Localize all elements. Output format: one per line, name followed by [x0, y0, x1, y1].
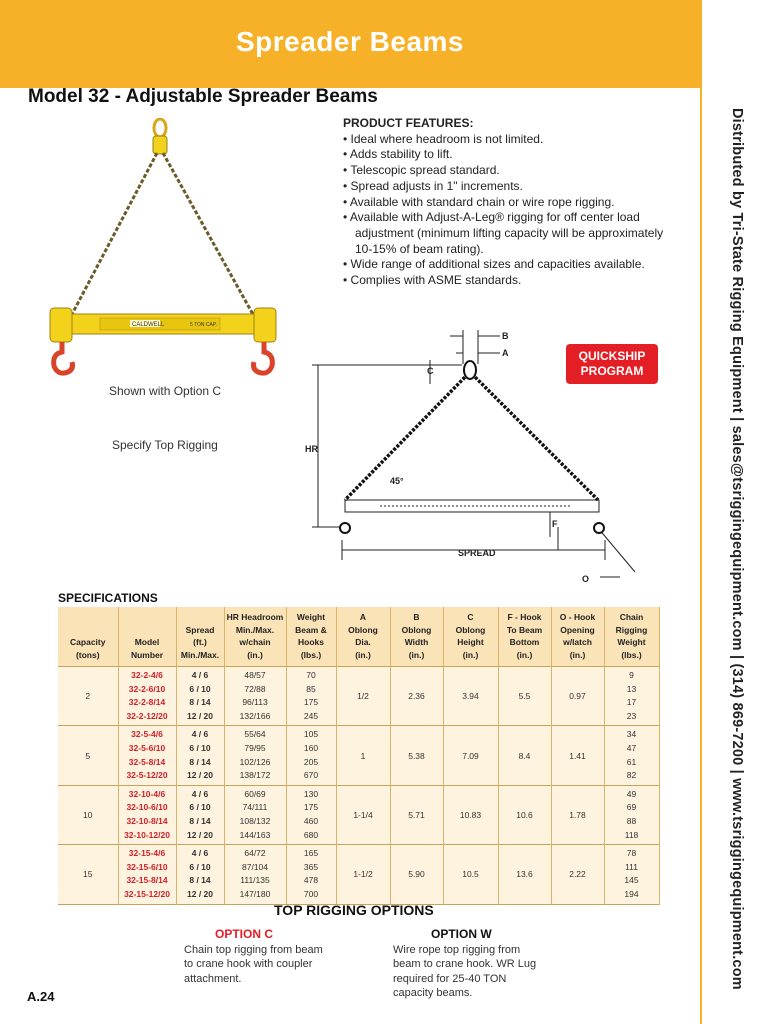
specifications-table	[58, 607, 660, 905]
table-cell-f: 10.6	[498, 785, 551, 844]
col-header: Spread (ft.) Min./Max.	[176, 607, 224, 667]
table-cell-chain: 34 47 61 82	[604, 726, 659, 785]
table-cell-c: 3.94	[443, 667, 498, 726]
table-cell-hr: 55/64 79/95 102/126 138/172	[224, 726, 286, 785]
quickship-badge	[566, 344, 658, 384]
col-header: Model Number	[118, 607, 176, 667]
features-heading: PRODUCT FEATURES:	[343, 116, 474, 130]
sidebar-divider	[700, 0, 702, 1024]
feature-item: • Available with Adjust-A-Leg® rigging for off center load adjustment (minimum lifting capacity will be approximately 10-15% of beam rating).	[343, 210, 664, 256]
quickship-line2: PROGRAM	[580, 364, 644, 378]
table-cell-capacity: 5	[58, 726, 118, 785]
diagram-chain-right	[472, 374, 598, 500]
table-cell-b: 5.71	[390, 785, 443, 844]
product-photo	[40, 118, 290, 393]
table-cell-chain: 78 111 145 194	[604, 845, 659, 904]
caption-specify: Specify Top Rigging	[112, 438, 218, 452]
table-cell-b: 5.90	[390, 845, 443, 904]
feature-item: • Complies with ASME standards.	[343, 273, 522, 288]
col-header: A Oblong Dia. (in.)	[336, 607, 390, 667]
table-cell-capacity: 10	[58, 785, 118, 844]
product-features	[343, 116, 683, 289]
col-header: Weight Beam & Hooks (lbs.)	[286, 607, 336, 667]
table-cell-o: 1.41	[551, 726, 604, 785]
page-number: A.24	[27, 989, 55, 1004]
beam-brand-label: CALDWELL	[132, 322, 165, 328]
distributor-text: Distributed by Tri-State Rigging Equipment | sales@tsriggingequipment.com | (314) 869-7200 | www.tsriggingequipment.com	[729, 108, 745, 990]
diagram-chain-left	[345, 374, 468, 500]
table-cell-c: 10.83	[443, 785, 498, 844]
feature-item: • Telescopic spread standard.	[343, 163, 500, 178]
table-header-row	[58, 607, 659, 667]
table-cell-models: 32-2-4/6 32-2-6/10 32-2-8/14 32-2-12/20	[118, 667, 176, 726]
table-cell-models: 32-10-4/6 32-10-6/10 32-10-8/14 32-10-12/20	[118, 785, 176, 844]
table-cell-weight: 165 365 478 700	[286, 845, 336, 904]
table-cell-a: 1-1/4	[336, 785, 390, 844]
option-c-description: Chain top rigging from beam to crane hook with coupler attachment.	[184, 944, 323, 985]
caption-shown: Shown with Option C	[109, 384, 222, 398]
col-header: Chain Rigging Weight (lbs.)	[604, 607, 659, 667]
feature-item: • Wide range of additional sizes and capacities available.	[343, 257, 645, 272]
table-cell-b: 2.36	[390, 667, 443, 726]
col-header: HR Headroom Min./Max. w/chain (in.)	[224, 607, 286, 667]
table-cell-f: 5.5	[498, 667, 551, 726]
table-cell-a: 1/2	[336, 667, 390, 726]
table-row	[58, 845, 659, 904]
master-link	[154, 119, 166, 137]
table-cell-spread: 4 / 6 6 / 10 8 / 14 12 / 20	[176, 667, 224, 726]
feature-item: • Spread adjusts in 1" increments.	[343, 178, 523, 193]
dim-f-label: F	[552, 519, 558, 529]
table-cell-weight: 130 175 460 680	[286, 785, 336, 844]
table-cell-f: 8.4	[498, 726, 551, 785]
feature-item: • Adds stability to lift.	[343, 147, 453, 162]
table-cell-weight: 70 85 175 245	[286, 667, 336, 726]
table-cell-o: 0.97	[551, 667, 604, 726]
distributor-sidebar	[723, 108, 763, 990]
hook-left-icon	[54, 342, 73, 373]
table-cell-a: 1	[336, 726, 390, 785]
option-w-description: Wire rope top rigging from beam to crane hook. WR Lug required for 25-40 TON capacity beams.	[393, 944, 537, 999]
table-cell-models: 32-15-4/6 32-15-6/10 32-15-8/14 32-15-12/20	[118, 845, 176, 904]
dim-c-label: C	[427, 366, 434, 376]
table-cell-models: 32-5-4/6 32-5-6/10 32-5-8/14 32-5-12/20	[118, 726, 176, 785]
table-cell-chain: 49 69 88 118	[604, 785, 659, 844]
table-row	[58, 785, 659, 844]
banner-title: Spreader Beams	[235, 26, 464, 57]
table-cell-capacity: 15	[58, 845, 118, 904]
table-cell-spread: 4 / 6 6 / 10 8 / 14 12 / 20	[176, 845, 224, 904]
table-cell-chain: 9 13 17 23	[604, 667, 659, 726]
table-cell-o: 1.78	[551, 785, 604, 844]
col-header: O - Hook Opening w/latch (in.)	[551, 607, 604, 667]
table-cell-hr: 48/57 72/88 96/113 132/166	[224, 667, 286, 726]
dim-spread-label: SPREAD	[458, 548, 496, 558]
hook-right-icon	[254, 342, 273, 373]
table-cell-b: 5.38	[390, 726, 443, 785]
table-cell-spread: 4 / 6 6 / 10 8 / 14 12 / 20	[176, 785, 224, 844]
option-c-label: OPTION C	[215, 927, 274, 941]
chain-left	[70, 153, 157, 318]
table-row	[58, 667, 659, 726]
beam-cap-label: 5 TON CAP.	[190, 322, 217, 328]
table-cell-spread: 4 / 6 6 / 10 8 / 14 12 / 20	[176, 726, 224, 785]
dim-b-label: B	[502, 331, 509, 341]
top-rigging-title: TOP RIGGING OPTIONS	[274, 902, 434, 918]
table-cell-weight: 105 160 205 670	[286, 726, 336, 785]
specifications-title: SPECIFICATIONS	[58, 591, 158, 605]
table-cell-c: 10.5	[443, 845, 498, 904]
table-cell-hr: 64/72 87/104 111/135 147/180	[224, 845, 286, 904]
feature-item: • Available with standard chain or wire rope rigging.	[343, 194, 615, 209]
table-row	[58, 726, 659, 785]
dim-hr-label: HR	[305, 444, 318, 454]
col-header: Capacity (tons)	[58, 607, 118, 667]
dim-o-label: O	[582, 574, 590, 584]
model-title: Model 32 - Adjustable Spreader Beams	[28, 86, 378, 107]
coupler	[153, 136, 167, 154]
chain-right	[163, 153, 255, 318]
option-w-label: OPTION W	[431, 927, 492, 941]
table-cell-o: 2.22	[551, 845, 604, 904]
table-cell-capacity: 2	[58, 667, 118, 726]
table-cell-f: 13.6	[498, 845, 551, 904]
table-cell-c: 7.09	[443, 726, 498, 785]
col-header: C Oblong Height (in.)	[443, 607, 498, 667]
quickship-line1: QUICKSHIP	[578, 349, 646, 363]
table-cell-a: 1-1/2	[336, 845, 390, 904]
col-header: B Oblong Width (in.)	[390, 607, 443, 667]
angle-label: 45°	[390, 476, 404, 486]
table-cell-hr: 60/69 74/111 108/132 144/163	[224, 785, 286, 844]
dim-a-label: A	[502, 348, 509, 358]
col-header: F - Hook To Beam Bottom (in.)	[498, 607, 551, 667]
feature-item: • Ideal where headroom is not limited.	[343, 131, 544, 146]
